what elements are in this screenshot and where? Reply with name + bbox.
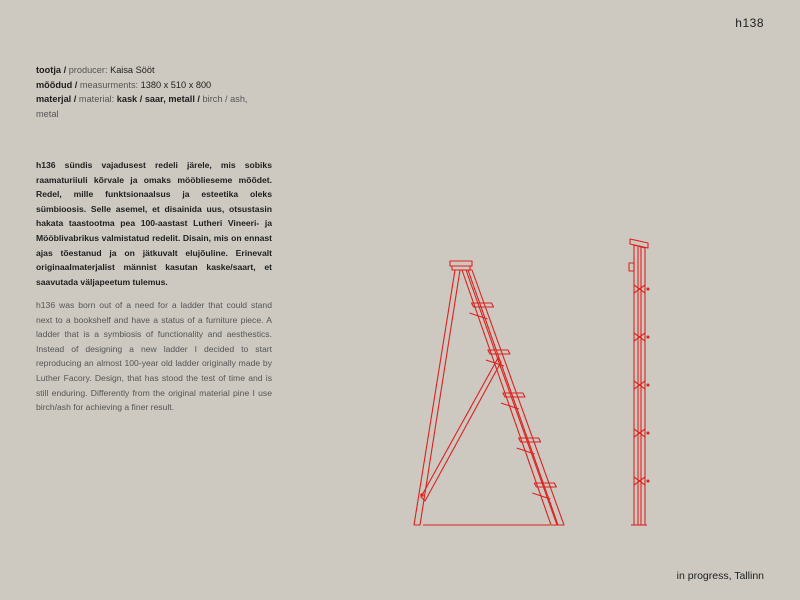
side-bolt <box>647 384 649 386</box>
caption-location: in progress, Tallinn <box>676 570 764 582</box>
description-estonian: h136 sündis vajadusest redeli järele, mis sobiks raamaturiiuli kõrvale ja omaks mööblieseme mõõdet. Redel, mille funktsionaalsus ja esteetika oleks sümbioosis. Selle asemel, et disainida uus, otsustasin hakata taastootma pea 100-aastast Lutheri Vineeri- ja Mööblivabrikus valmistatud redelit. Disain, mis on ennast ajas tõestanud ja on jätkuvalt elujõuline. Erinevalt originaalmaterjalist männist kasutan kaske/saart, et saavutada väljapeetum tulemus. <box>36 160 272 287</box>
measurements-value: 1380 x 510 x 800 <box>140 79 212 90</box>
material-value-en: birch / ash, metal <box>36 94 248 119</box>
material-line: materjal / material: kask / saar, metall / birch / ash, metal <box>36 94 248 119</box>
ladder-top-cap <box>450 261 472 266</box>
measurements-line: mõõdud / measurments: 1380 x 510 x 800 <box>36 79 212 90</box>
description-english: h136 was born out of a need for a ladder that could stand next to a bookshelf and have a status of a furniture piece. A ladder that is a symbiosis of functionality and aesthestics. Instead of designing a new ladder I decided to start reproducing an almost 100-year old ladder originally made by Luther Facory. Design, that has stood the test of time and is still enduring. Differently from the original material pine I use birch/ash for achieving a finer result. <box>36 300 272 413</box>
ladder-drawing <box>400 225 680 530</box>
page-id: h138 <box>735 16 764 30</box>
ladder-top-block <box>452 266 470 270</box>
material-value-et: kask / saar, metall <box>116 94 195 104</box>
side-bolt <box>647 336 649 338</box>
ladder-side-view <box>629 239 649 525</box>
ladder-bolt <box>421 494 423 496</box>
producer-line: tootja / producer: Kaisa Sööt <box>36 65 155 75</box>
side-bolt <box>647 480 649 482</box>
side-bolt <box>647 288 649 290</box>
ladder-front-view <box>414 261 564 525</box>
producer-value: Kaisa Sööt <box>110 65 155 75</box>
side-hinge <box>629 263 634 271</box>
ladder-rear-leg <box>414 270 460 525</box>
ladder-brace <box>421 358 501 501</box>
side-bolt <box>647 432 649 434</box>
product-meta <box>36 63 272 121</box>
